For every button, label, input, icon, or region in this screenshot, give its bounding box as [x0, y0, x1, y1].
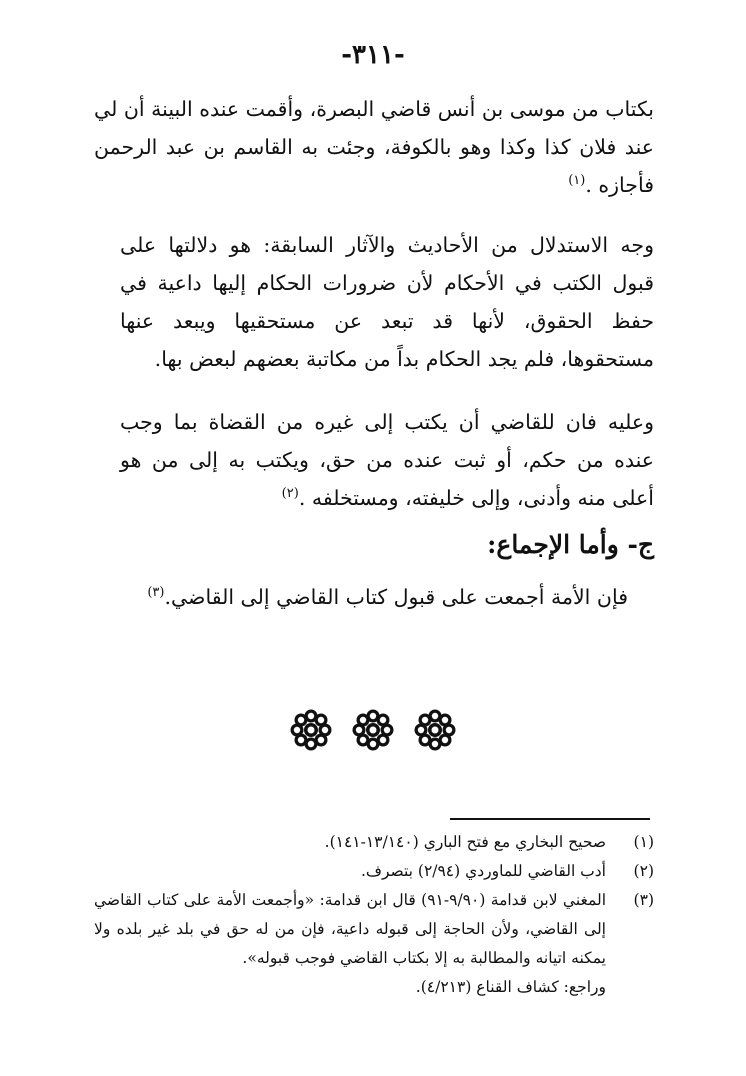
footnote-1 — [94, 828, 654, 857]
consensus-text: فإن الأمة أجمعت على قبول كتاب القاضي إلى القاضي. — [164, 585, 628, 609]
flower-ornament-icon — [413, 708, 457, 752]
footnote-text: أدب القاضي للماوردي (٢/٩٤) بتصرف. — [360, 862, 606, 880]
footnote-2 — [94, 857, 654, 886]
paragraph-3-text: وعليه فان للقاضي أن يكتب إلى غيره من القضاة بما وجب عنده من حكم، أو ثبت عنده من حق، ويكتب به إلى من هو أعلى منه وأدنى، وإلى خليفته، ومستخلفه . — [120, 410, 654, 510]
footnotes-section — [94, 828, 654, 1002]
section-heading: ج- وأما الإجماع: — [487, 530, 654, 559]
footnote-separator — [450, 818, 650, 820]
footnote-ref-3[interactable]: (٣) — [147, 585, 165, 601]
paragraph-2-text: وجه الاستدلال من الأحاديث والآثار السابقة: هو دلالتها على قبول الكتب في الأحكام لأن ضرورات الحكام إليها داعية في حفظ الحقوق، لأنها قد تبعد عن مستحقيها ويبعد عنها مستحقوها، فلم يجد الحكام بداً من مكاتبة بعضهم لبعض بها. — [120, 233, 654, 371]
paragraph-2 — [120, 226, 654, 378]
footnote-text: صحيح البخاري مع فتح الباري (١٣/١٤٠-١٤١). — [324, 833, 606, 851]
paragraph-1 — [94, 90, 654, 204]
footnote-number: (٢) — [633, 862, 654, 880]
footnote-ref-1[interactable]: (١) — [568, 173, 586, 189]
footnote-text: المغني لابن قدامة (٩/٩٠-٩١) قال ابن قدامة: «وأجمعت الأمة على كتاب القاضي إلى القاضي، ولأن الحاجة إلى قبوله داعية، فإن من له حق في بلد غير بلده ولا يمكنه اتيانه والمطالبة به إلا بكتاب القاضي فوجب قبوله». — [94, 891, 606, 967]
consensus-paragraph — [94, 578, 654, 616]
paragraph-3 — [120, 403, 654, 517]
footnote-ref-2[interactable]: (٢) — [281, 486, 299, 502]
section-divider-ornaments — [0, 708, 746, 752]
flower-ornament-icon — [351, 708, 395, 752]
footnote-number: (٣) — [633, 891, 654, 909]
footnote-3-reference: وراجع: كشاف القناع (٤/٢١٣). — [415, 978, 606, 996]
page-number: -٣١١- — [341, 40, 405, 70]
flower-ornament-icon — [289, 708, 333, 752]
footnote-number: (١) — [633, 833, 654, 851]
footnote-3 — [94, 886, 654, 973]
paragraph-1-text: بكتاب من موسى بن أنس قاضي البصرة، وأقمت عنده البينة أن لي عند فلان كذا وكذا وهو بالكوفة، وجئت به القاسم بن عبد الرحمن فأجازه . — [94, 97, 654, 197]
